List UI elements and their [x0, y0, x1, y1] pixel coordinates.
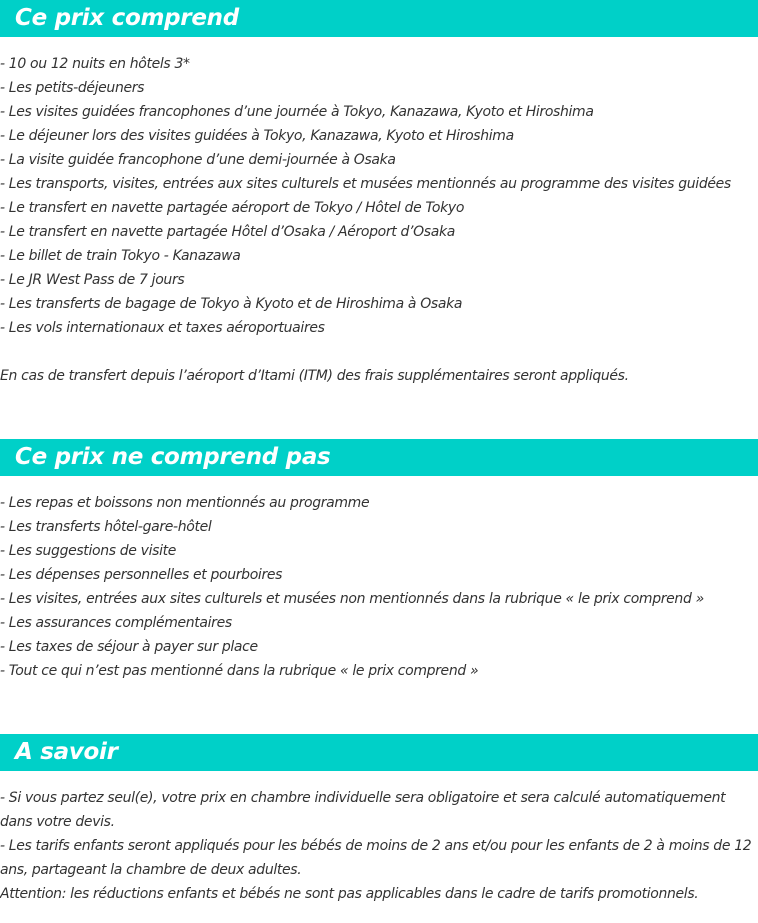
list-item: - Les transports, visites, entrées aux sites culturels et musées mentionnés au programme des visites guidées: [0, 176, 731, 192]
list-item: - Tout ce qui n’est pas mentionné dans la rubrique « le prix comprend »: [0, 663, 479, 679]
list-item: - Les visites, entrées aux sites culturels et musées non mentionnés dans la rubrique « le prix comprend »: [0, 591, 704, 607]
list-item: - Si vous partez seul(e), votre prix en chambre individuelle sera obligatoire et sera calculé automatiquement dans votre devis.: [0, 790, 726, 830]
list-item: - Les suggestions de visite: [0, 543, 177, 559]
list-item: - Les taxes de séjour à payer sur place: [0, 639, 258, 655]
list-item: - Les petits-déjeuners: [0, 80, 145, 96]
section-header-included: [0, 0, 758, 37]
list-item: Attention: les réductions enfants et bébés ne sont pas applicables dans le cadre de tarifs promotionnels.: [0, 886, 699, 902]
section-header-excluded: [0, 439, 758, 476]
list-item: - Les tarifs enfants seront appliqués pour les bébés de moins de 2 ans et/ou pour les enfants de 2 à moins de 12 ans, partageant la chambre de deux adultes.: [0, 838, 752, 878]
list-item: - Le transfert en navette partagée aéroport de Tokyo / Hôtel de Tokyo: [0, 200, 465, 216]
section-title-info: A savoir: [15, 739, 118, 765]
list-item: - Les transferts hôtel-gare-hôtel: [0, 519, 212, 535]
list-item: - Les dépenses personnelles et pourboires: [0, 567, 283, 583]
list-item: - Les assurances complémentaires: [0, 615, 232, 631]
list-item: - Le déjeuner lors des visites guidées à Tokyo, Kanazawa, Kyoto et Hiroshima: [0, 128, 514, 144]
list-item: - Le JR West Pass de 7 jours: [0, 272, 185, 288]
list-item: - Les transferts de bagage de Tokyo à Kyoto et de Hiroshima à Osaka: [0, 296, 463, 312]
list-item: - Le billet de train Tokyo - Kanazawa: [0, 248, 241, 264]
list-item: - 10 ou 12 nuits en hôtels 3*: [0, 56, 190, 72]
list-item: - La visite guidée francophone d’une demi-journée à Osaka: [0, 152, 396, 168]
included-list: [0, 52, 756, 340]
section-title-excluded: Ce prix ne comprend pas: [15, 444, 331, 470]
list-item: - Les vols internationaux et taxes aéroportuaires: [0, 320, 325, 336]
section-header-info: [0, 734, 758, 771]
section-title-included: Ce prix comprend: [15, 5, 239, 31]
info-list: [0, 786, 756, 906]
list-item: - Le transfert en navette partagée Hôtel d’Osaka / Aéroport d’Osaka: [0, 224, 455, 240]
list-item: - Les visites guidées francophones d’une journée à Tokyo, Kanazawa, Kyoto et Hiroshima: [0, 104, 594, 120]
note-text: En cas de transfert depuis l’aéroport d’Itami (ITM) des frais supplémentaires seront appliqués.: [0, 368, 629, 384]
list-item: - Les repas et boissons non mentionnés au programme: [0, 495, 370, 511]
excluded-list: [0, 491, 756, 683]
itami-note: [0, 364, 756, 388]
